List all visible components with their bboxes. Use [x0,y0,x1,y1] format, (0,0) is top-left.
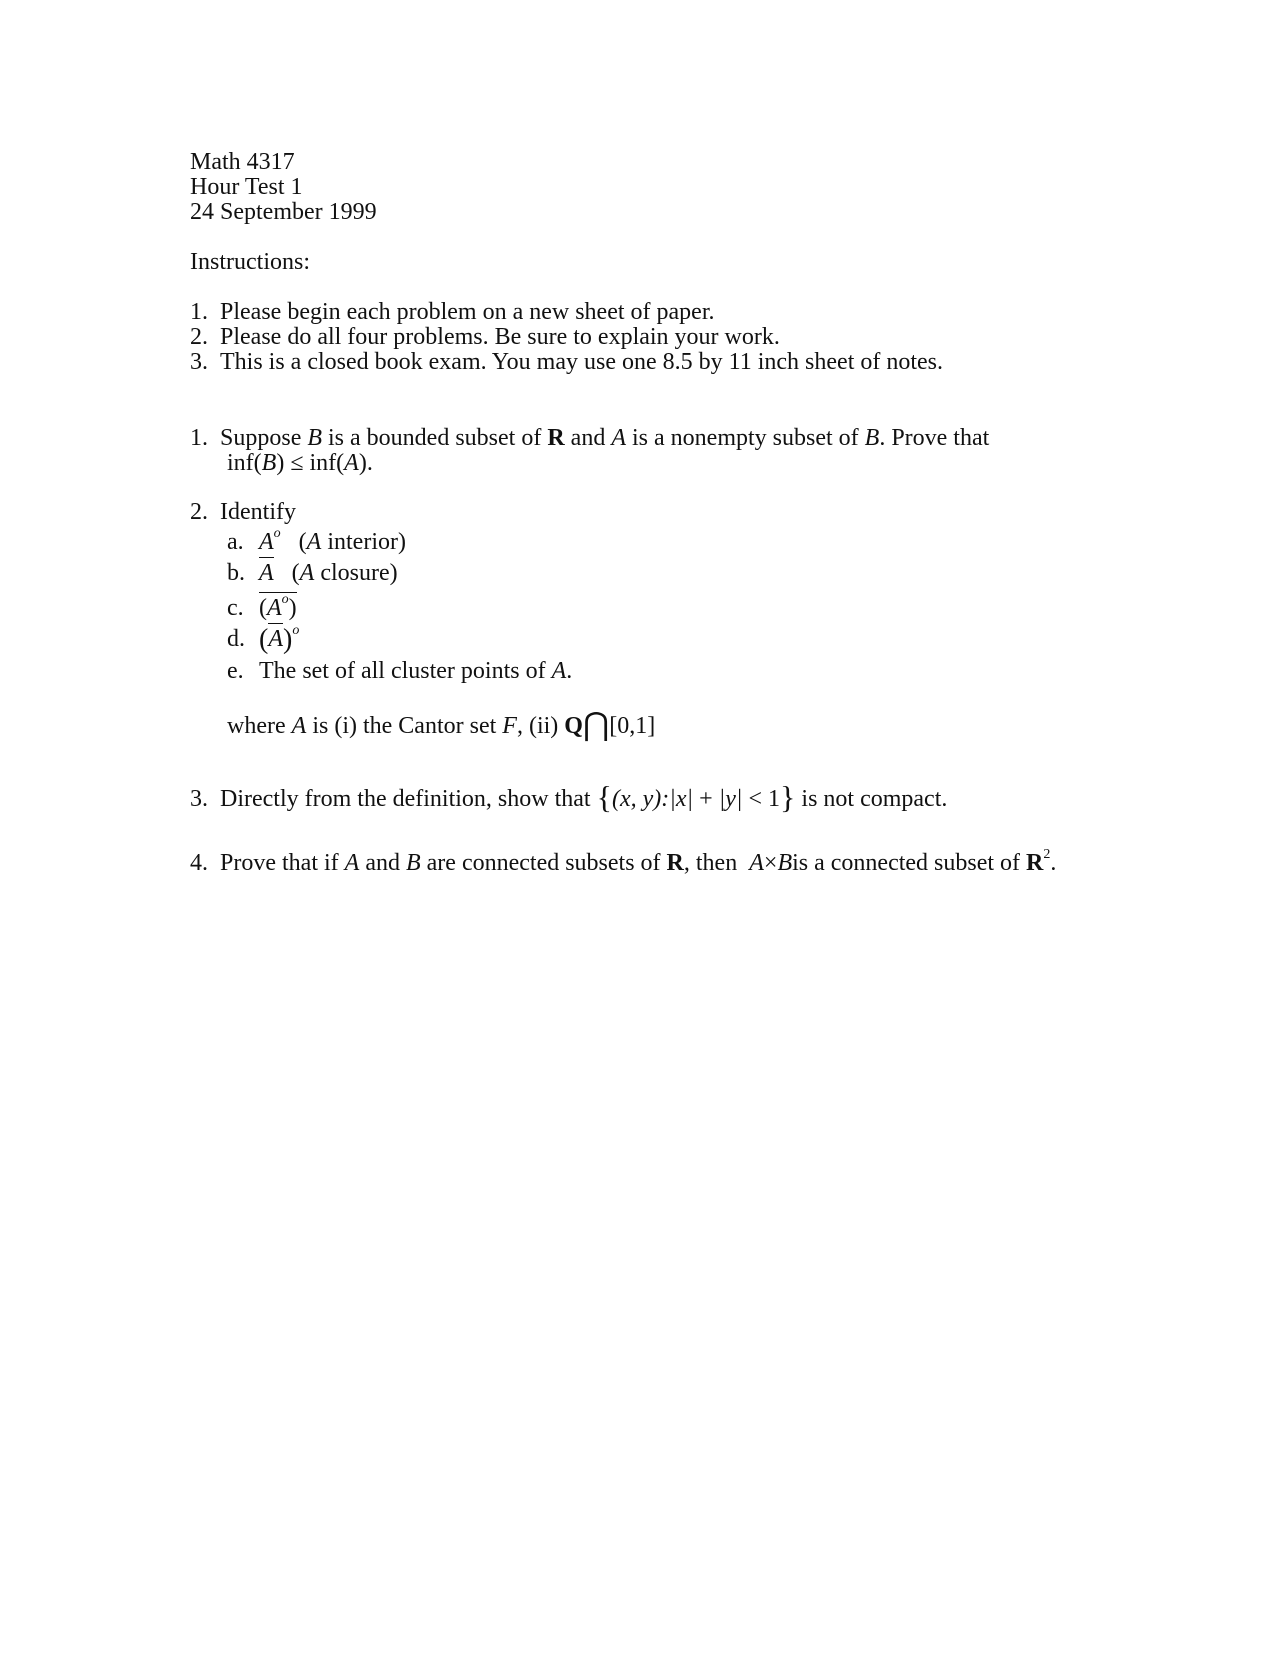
problem-2-part-d: d. $(A)^o$ [227,623,300,655]
test-date: 24 September 1999 [190,199,377,225]
instruction-item: 1. Please begin each problem on a new sheet of paper. [190,299,715,325]
problem-2-parts [190,526,656,745]
problem-4: 4. Prove that if A and B are connected subsets of R, then A×Bis a connected subset of $R^2$. [190,847,1057,876]
instruction-item: 3. This is a closed book exam. You may use one 8.5 by 11 inch sheet of notes. [190,349,944,375]
problem-2-part-a: a. $A^o$ (A interior) [227,526,406,555]
instructions-title: Instructions: [190,249,310,275]
exam-header [190,150,377,225]
problem-2-title: 2. Identify [190,499,296,525]
problem-2-part-e: e. The set of all cluster points of A. [227,658,573,684]
problem-1 [190,426,989,476]
test-name: Hour Test 1 [190,174,303,200]
course-name: Math 4317 [190,149,295,175]
instruction-item: 2. Please do all four problems. Be sure to explain your work. [190,324,780,350]
problem-1-line-1: 1. Suppose B is a bounded subset of R and A is a nonempty subset of B. Prove that [190,425,990,451]
problem-2 [190,500,655,745]
problem-2-part-b: b. A (A closure) [227,560,398,586]
problem-2-where: where A is (i) the Cantor set F, (ii) Q⋂[0,1] [227,706,656,742]
problem-3: 3. Directly from the definition, show that {(x, y):|x| + |y| < 1} is not compact. [190,779,948,815]
problem-1-line-2: inf(B) ≤ inf(A). [227,450,373,476]
instructions-list [190,300,943,375]
problem-2-part-c: c. $(A^o)$ [227,592,297,621]
